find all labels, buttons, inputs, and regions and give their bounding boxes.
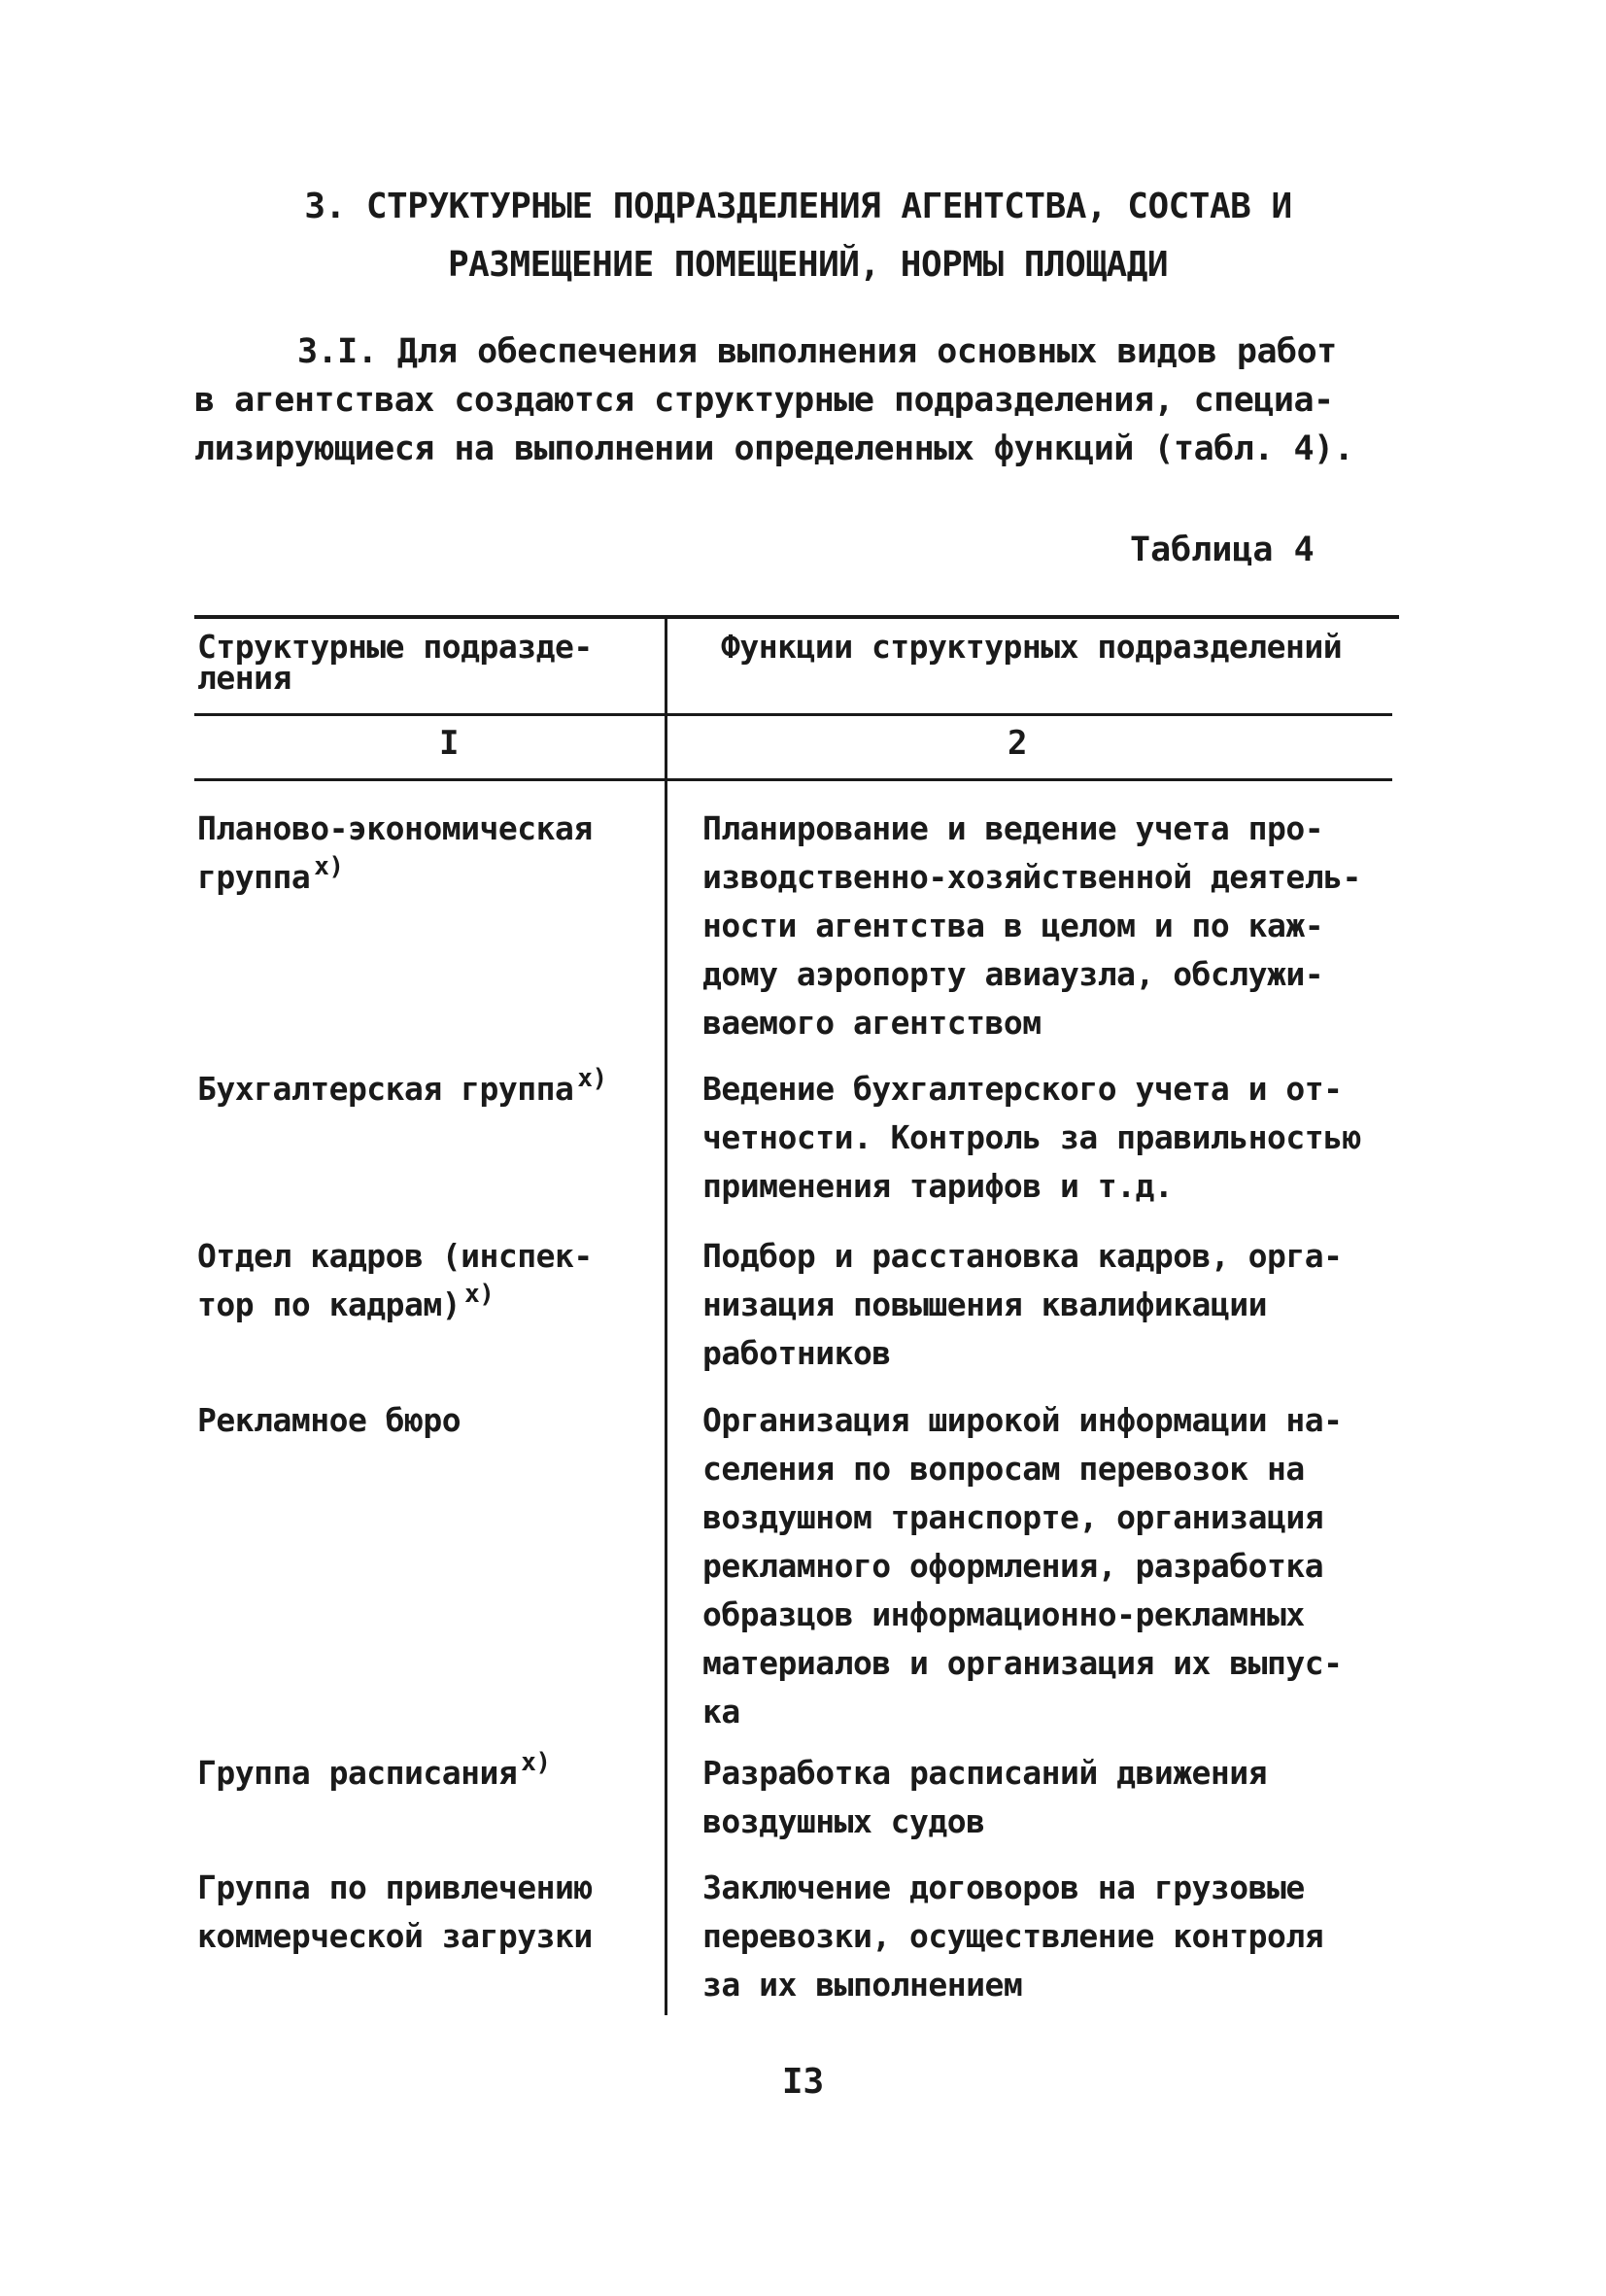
function-line: воздушных судов (702, 1802, 985, 1840)
function-line: образцов информационно-рекламных (702, 1595, 1305, 1633)
table-row-1-function (702, 805, 1421, 1047)
unit-line: Планово-экономическая (197, 809, 593, 847)
column-number-1: I (439, 724, 460, 763)
unit-line: Группа расписания $^{х)}$ (197, 1748, 551, 1792)
unit-line: Рекламное бюро (197, 1401, 461, 1439)
function-line: Подбор и расстановка кадров, орга- (702, 1237, 1343, 1275)
footnote-mark: х) (464, 1280, 495, 1309)
header-structural-units: Структурные подразде- ления (197, 628, 593, 697)
table-row-6-function (702, 1864, 1421, 2009)
table-row-3-function (702, 1232, 1421, 1378)
footnote-mark: х) (577, 1064, 607, 1093)
unit-line: Бухгалтерская группа $^{х)}$ (197, 1064, 607, 1108)
function-line: ности агентства в целом и по каж- (702, 907, 1324, 944)
heading-line-1: 3. СТРУКТУРНЫЕ ПОДРАЗДЕЛЕНИЯ АГЕНТСТВА, СОСТАВ И (304, 187, 1292, 226)
table-row-2-unit (197, 1065, 664, 1116)
column-number-2: 2 (1008, 724, 1028, 763)
function-line: за их выполнением (702, 1966, 1023, 2004)
header-functions: Функции структурных подразделений (721, 628, 1343, 666)
table-label: Таблица 4 (1130, 531, 1315, 569)
function-line: Планирование и ведение учета про- (702, 809, 1324, 847)
function-line: изводственно-хозяйственной деятель- (702, 858, 1361, 896)
table-top-rule (194, 615, 1399, 619)
table-row-2-function (702, 1065, 1421, 1211)
function-line: Организация широкой информации на- (702, 1401, 1343, 1439)
function-line: применения тарифов и т.д. (702, 1167, 1174, 1205)
function-line: ка (702, 1693, 740, 1731)
unit-line: Отдел кадров (инспек- (197, 1237, 593, 1275)
heading-line-2: РАЗМЕЩЕНИЕ ПОМЕЩЕНИЙ, НОРМЫ ПЛОЩАДИ (447, 245, 1169, 285)
table-row-4-function (702, 1396, 1421, 1736)
footnote-mark: х) (314, 852, 344, 881)
table-row-1-unit (197, 805, 664, 905)
function-line: низация повышения квалификации (702, 1285, 1268, 1323)
table-row-4-unit (197, 1396, 664, 1445)
unit-line: Группа по привлечению (197, 1868, 593, 1906)
intro-paragraph (194, 327, 1399, 473)
function-line: ваемого агентством (702, 1004, 1042, 1042)
table-row-3-unit (197, 1232, 664, 1332)
function-line: рекламного оформления, разработка (702, 1547, 1324, 1585)
function-line: четности. Контроль за правильностью (702, 1118, 1361, 1156)
function-line: работников (702, 1334, 891, 1372)
function-line: перевозки, осуществление контроля (702, 1917, 1324, 1955)
table-row-5-function (702, 1749, 1421, 1846)
function-line: дому аэропорту авиаузла, обслужи- (702, 955, 1324, 993)
paragraph-line-3: лизирующиеся на выполнении определенных функций (табл. 4). (194, 429, 1354, 468)
function-line: материалов и организация их выпус- (702, 1644, 1343, 1682)
page-number: I3 (781, 2062, 825, 2102)
header-bottom-rule (194, 713, 1392, 716)
numbering-bottom-rule (194, 778, 1392, 781)
footnote-mark: х) (521, 1748, 551, 1777)
section-heading (0, 178, 1606, 294)
function-line: Заключение договоров на грузовые (702, 1868, 1305, 1906)
function-line: воздушном транспорте, организация (702, 1498, 1324, 1536)
unit-line: тор по кадрам) $^{х)}$ (197, 1280, 495, 1323)
function-line: Разработка расписаний движения (702, 1754, 1268, 1792)
unit-line: коммерческой загрузки (197, 1917, 593, 1955)
table-row-5-unit (197, 1749, 664, 1800)
function-line: Ведение бухгалтерского учета и от- (702, 1070, 1343, 1108)
function-line: селения по вопросам перевозок на (702, 1450, 1305, 1488)
column-divider (665, 619, 667, 2015)
paragraph-line-1: 3.I. Для обеспечения выполнения основных видов работ (297, 332, 1337, 371)
unit-line: группа $^{х)}$ (197, 852, 344, 896)
paragraph-line-2: в агентствах создаются структурные подразделения, специа- (194, 381, 1334, 420)
table-row-6-unit (197, 1864, 664, 1961)
